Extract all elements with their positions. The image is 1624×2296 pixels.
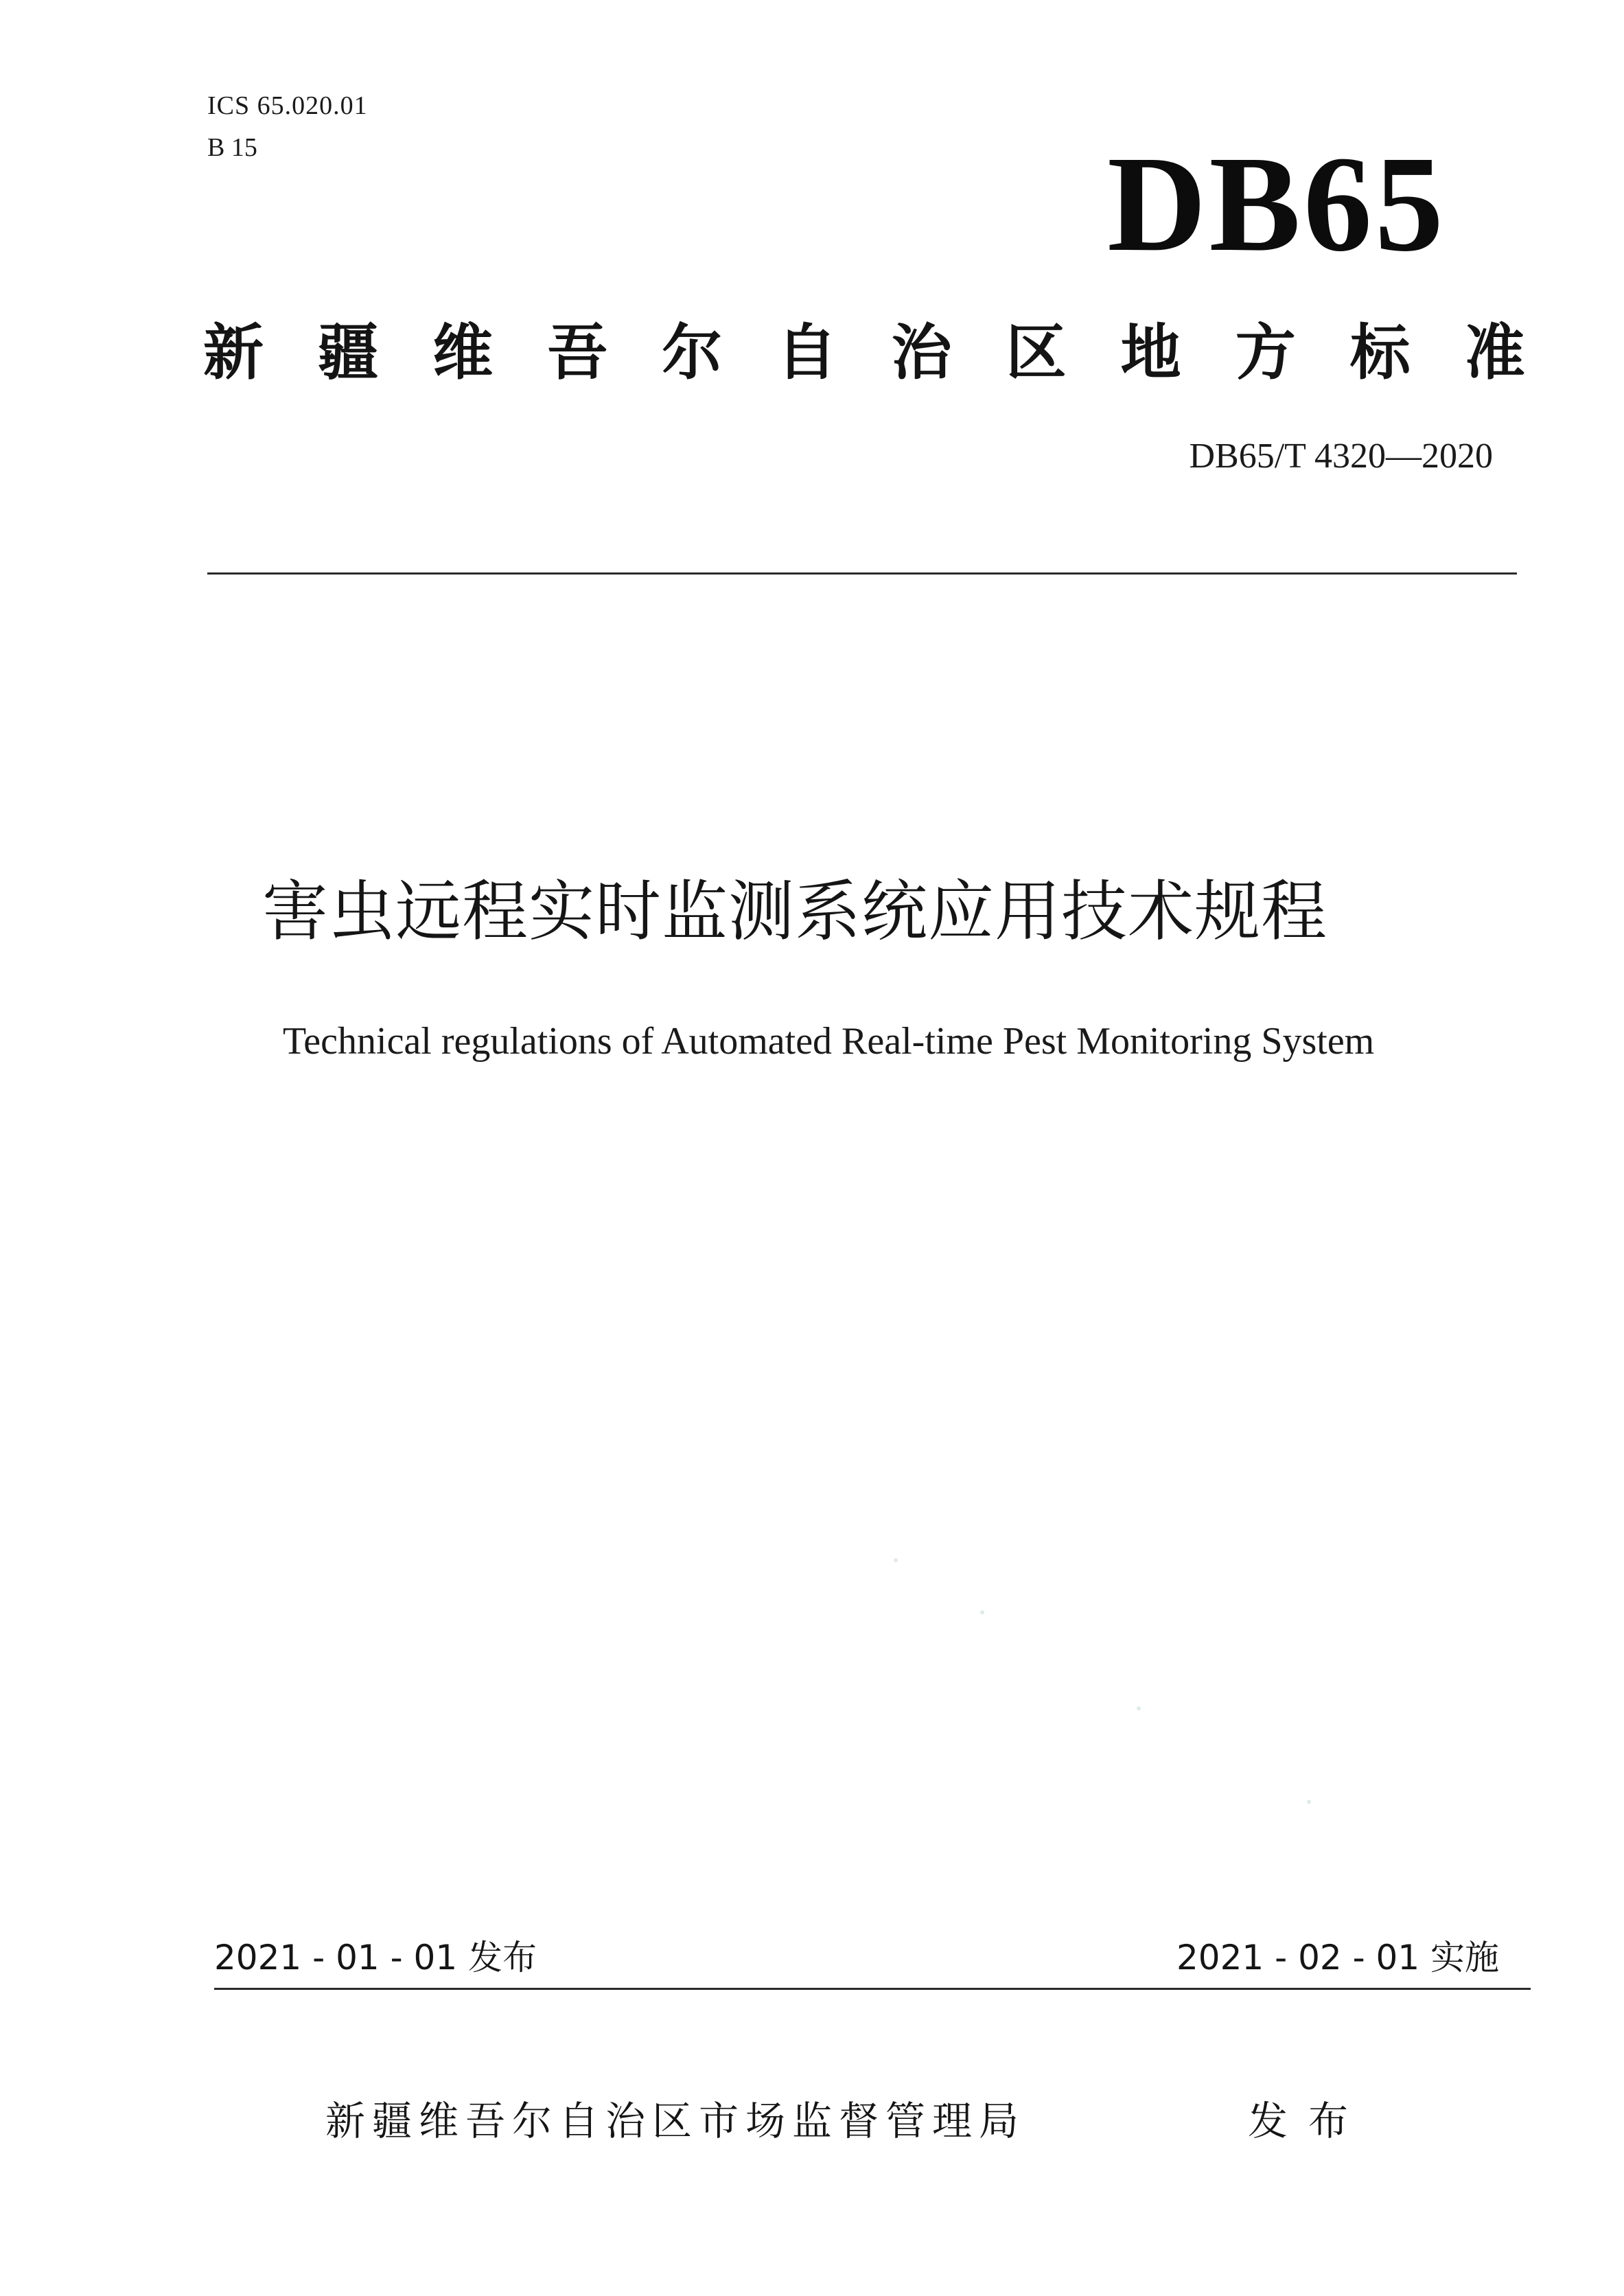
publisher-line: [325, 2096, 1369, 2146]
authority-char: 维: [432, 317, 494, 388]
document-title-chinese: 害虫远程实时监测系统应用技术规程: [262, 873, 1327, 950]
implementation-date: 2021 - 02 - 01 实施: [1176, 1938, 1500, 1978]
db65-logo: DB65: [1107, 128, 1446, 280]
document-title-english: Technical regulations of Automated Real-time Pest Monitoring System: [283, 1020, 1375, 1063]
authority-char: 标: [1349, 317, 1411, 388]
authority-char: 疆: [318, 317, 379, 388]
publisher-action: 发布: [1247, 2098, 1369, 2144]
authority-char: 地: [1120, 317, 1181, 388]
authority-char: 新: [203, 317, 264, 388]
scan-speck: [1307, 1800, 1311, 1804]
ics-code: ICS 65.020.01: [207, 91, 368, 120]
issuing-authority-heading: [203, 317, 1525, 389]
ccs-code: B 15: [207, 133, 257, 162]
authority-char: 区: [1006, 317, 1067, 388]
authority-char: 治: [891, 317, 952, 388]
issue-date: 2021 - 01 - 01 发布: [214, 1938, 537, 1978]
scan-speck: [894, 1558, 898, 1562]
authority-char: 尔: [662, 317, 723, 388]
scan-speck: [1137, 1706, 1141, 1711]
authority-char: 方: [1235, 317, 1296, 388]
standard-number: DB65/T 4320—2020: [1189, 437, 1493, 476]
publisher-organization: 新疆维吾尔自治区市场监督管理局: [325, 2098, 1026, 2144]
scan-speck: [980, 1610, 984, 1614]
authority-char: 准: [1464, 317, 1525, 388]
authority-char: 吾: [547, 317, 608, 388]
footer-divider: [214, 1988, 1531, 1990]
header-divider: [207, 572, 1517, 575]
authority-char: 自: [776, 317, 837, 388]
